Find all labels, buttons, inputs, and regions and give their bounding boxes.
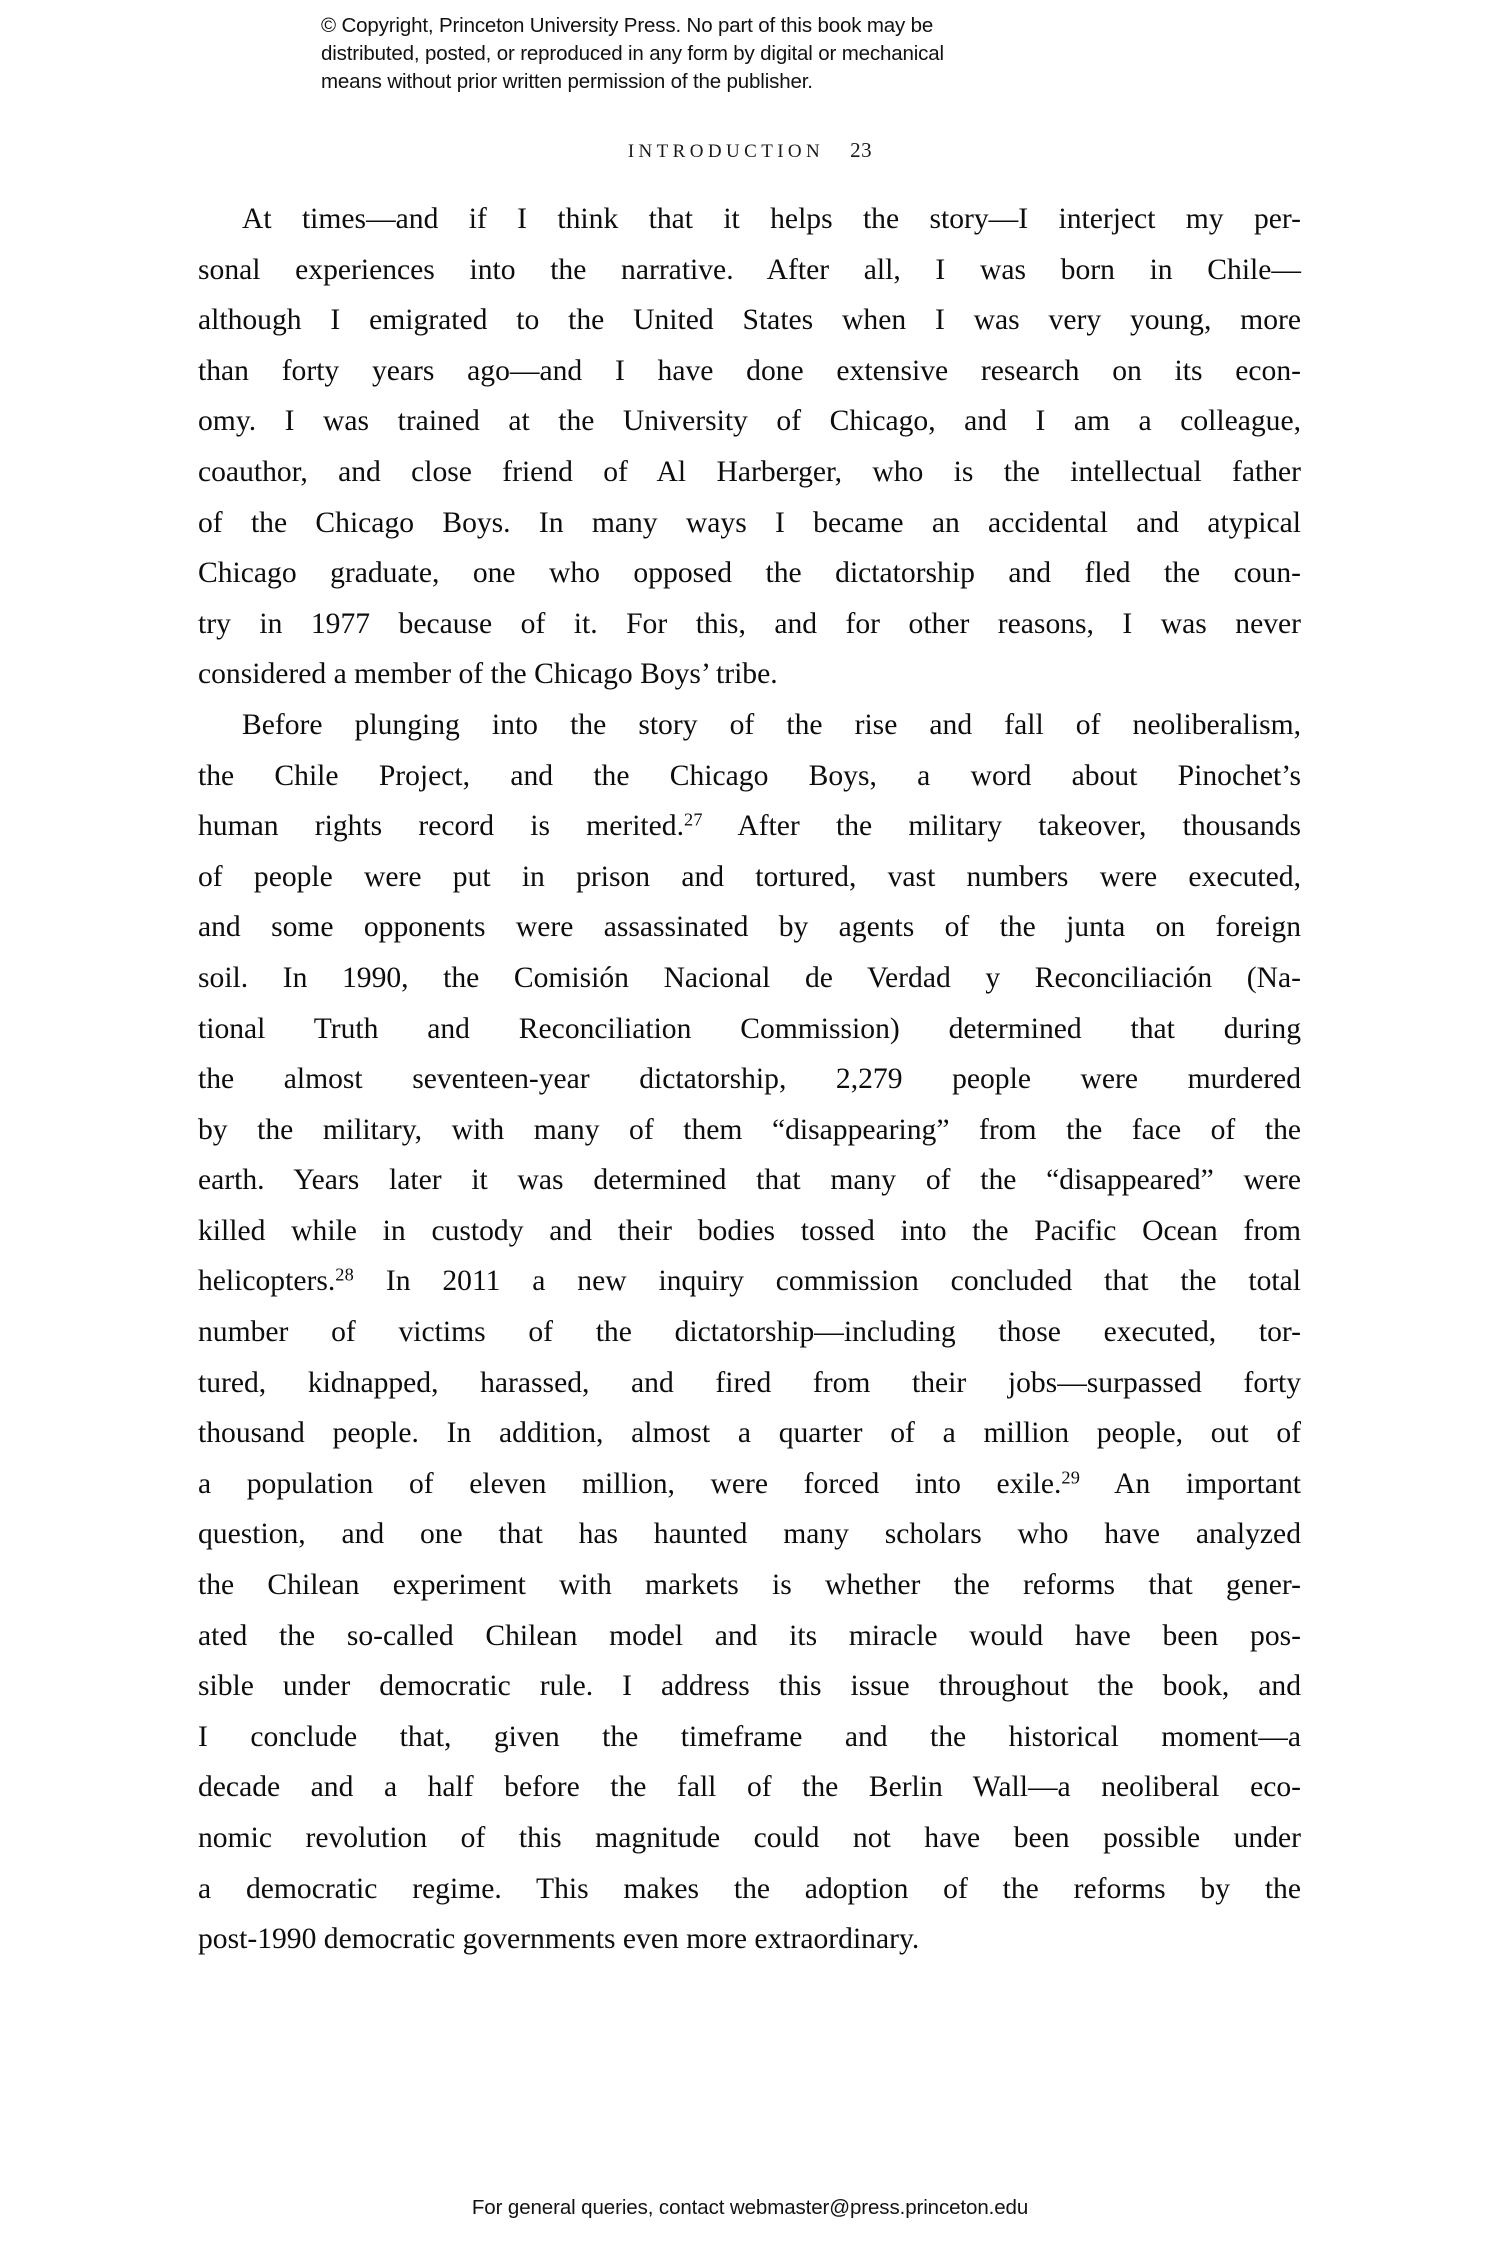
text-line: of the Chicago Boys. In many ways I became an accidental and atypical xyxy=(198,506,1301,539)
text-line: try in 1977 because of it. For this, and for other reasons, I was never xyxy=(198,607,1301,640)
text-line: ated the so-called Chilean model and its miracle would have been pos- xyxy=(198,1619,1301,1652)
text-line: nomic revolution of this magnitude could not have been possible under xyxy=(198,1822,1301,1854)
copyright-line: © Copyright, Princeton University Press. No part of this book may be xyxy=(321,14,934,37)
footnote-marker[interactable]: 28 xyxy=(335,1264,354,1285)
text-line: the almost seventeen-year dictatorship, 2,279 people were murdered xyxy=(198,1063,1301,1096)
text-line: than forty years ago—and I have done extensive research on its econ- xyxy=(198,354,1301,387)
text-line: soil. In 1990, the Comisión Nacional de Verdad y Reconciliación (Na- xyxy=(198,961,1301,994)
text-line: considered a member of the Chicago Boys’ tribe. xyxy=(198,658,778,691)
text-line: thousand people. In addition, almost a quarter of a million people, out of xyxy=(198,1417,1301,1450)
text-line: decade and a half before the fall of the Berlin Wall—a neoliberal eco- xyxy=(198,1771,1301,1804)
text-line: Chicago graduate, one who opposed the dictatorship and fled the coun- xyxy=(198,557,1301,590)
footnote-marker[interactable]: 27 xyxy=(683,809,703,830)
text-line: the Chilean experiment with markets is whether the reforms that gener- xyxy=(198,1569,1301,1602)
text-line-with-footnote: human rights record is merited.$^{27}$ After the military takeover, thousands xyxy=(198,809,1301,843)
copyright-notice xyxy=(321,12,1181,96)
copyright-line: distributed, posted, or reproduced in any form by digital or mechanical xyxy=(321,42,944,66)
page-number: 23 xyxy=(850,138,873,162)
running-head-title: INTRODUCTION xyxy=(627,141,825,162)
text-line: At times—and if I think that it helps the story—I interject my per- xyxy=(242,203,1301,235)
text-line-with-footnote: helicopters.$^{28}$ In 2011 a new inquiry commission concluded that the total xyxy=(198,1264,1301,1298)
text-line: killed while in custody and their bodies tossed into the Pacific Ocean from xyxy=(198,1214,1301,1247)
text-line: Before plunging into the story of the rise and fall of neoliberalism, xyxy=(242,708,1301,741)
footnote-marker[interactable]: 29 xyxy=(1061,1467,1081,1488)
text-line: number of victims of the dictatorship—including those executed, tor- xyxy=(198,1316,1301,1349)
body-text xyxy=(198,194,1301,1965)
text-line: although I emigrated to the United States when I was very young, more xyxy=(198,304,1301,337)
text-line: tured, kidnapped, harassed, and fired from their jobs—surpassed forty xyxy=(198,1366,1301,1399)
text-line: a democratic regime. This makes the adoption of the reforms by the xyxy=(198,1872,1301,1905)
text-line: sonal experiences into the narrative. After all, I was born in Chile— xyxy=(198,253,1301,286)
text-line-with-footnote: a population of eleven million, were forced into exile.$^{29}$ An important xyxy=(198,1467,1301,1500)
running-head xyxy=(0,138,1500,163)
text-line: tional Truth and Reconciliation Commission) determined that during xyxy=(198,1012,1301,1045)
text-line: by the military, with many of them “disappearing” from the face of the xyxy=(198,1113,1301,1146)
text-line: post-1990 democratic governments even more extraordinary. xyxy=(198,1923,920,1956)
text-line: earth. Years later it was determined that many of the “disappeared” were xyxy=(198,1164,1301,1197)
text-line: of people were put in prison and tortured, vast numbers were executed, xyxy=(198,860,1301,893)
text-line: I conclude that, given the timeframe and the historical moment—a xyxy=(198,1720,1301,1753)
text-line: and some opponents were assassinated by agents of the junta on foreign xyxy=(198,911,1301,944)
copyright-line: means without prior written permission of the publisher. xyxy=(321,70,813,94)
text-line: the Chile Project, and the Chicago Boys, a word about Pinochet’s xyxy=(198,759,1301,792)
footer-notice: For general queries, contact webmaster@press.princeton.edu xyxy=(471,2196,1029,2219)
text-line: question, and one that has haunted many scholars who have analyzed xyxy=(198,1518,1301,1551)
paragraph-1 xyxy=(198,194,1301,700)
text-line: sible under democratic rule. I address this issue throughout the book, and xyxy=(198,1670,1301,1703)
text-line: coauthor, and close friend of Al Harberger, who is the intellectual father xyxy=(198,455,1301,488)
text-line: omy. I was trained at the University of Chicago, and I am a colleague, xyxy=(198,405,1301,438)
paragraph-2 xyxy=(198,700,1301,1965)
